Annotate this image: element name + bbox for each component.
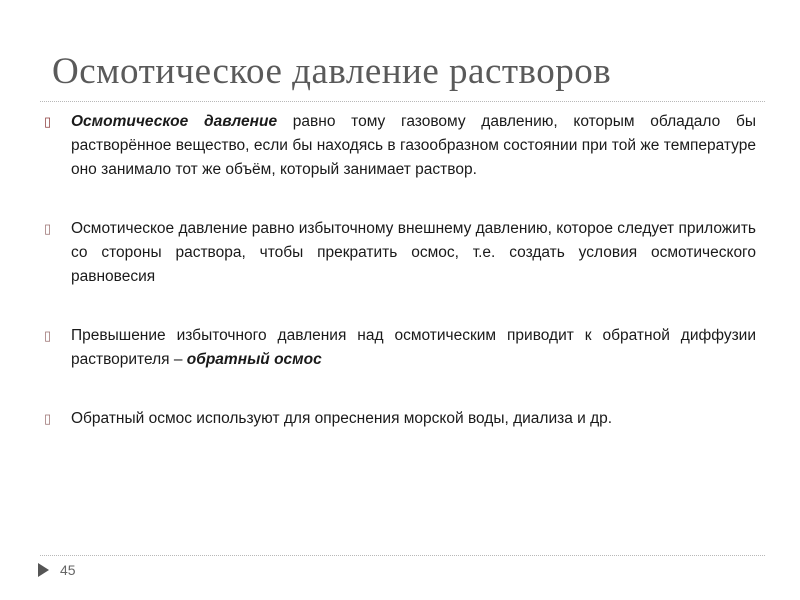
bullet-item-3 (44, 324, 756, 372)
footer-divider (40, 555, 765, 556)
bullet-list (44, 110, 756, 466)
hollow-square-bullet-icon: ▯ (44, 221, 52, 236)
play-arrow-icon (38, 563, 49, 577)
bullet-emphasis: Осмотическое давление (71, 113, 278, 130)
bullet-item-1 (44, 110, 756, 182)
hollow-square-bullet-icon: ▯ (44, 328, 52, 343)
bullet-item-4 (44, 407, 756, 431)
bullet-emphasis: обратный осмос (186, 351, 322, 368)
title-divider (40, 101, 765, 102)
bullet-text: Обратный осмос используют для опреснения морской воды, диализа и др. (71, 410, 613, 427)
slide-number: 45 (60, 562, 76, 578)
bullet-text: Осмотическое давление равно избыточному внешнему давлению, которое следует приложить со стороны раствора, чтобы прекратить осмос, т.е. создать условия осмотического равновесия (71, 220, 756, 285)
hollow-square-bullet-icon: ▯ (44, 411, 52, 426)
bullet-item-2 (44, 217, 756, 289)
square-bullet-icon: ▯ (44, 114, 52, 129)
bullet-text: равно тому газовому давлению, которым обладало бы растворённое вещество, если бы находясь в газообразном состоянии при той же температуре оно занимало тот же объём, который занимает раствор. (71, 113, 757, 178)
page-title: Осмотическое давление растворов (52, 51, 612, 92)
bullet-text: Превышение избыточного давления над осмотическим приводит к обратной диффузии растворителя – (71, 327, 756, 368)
